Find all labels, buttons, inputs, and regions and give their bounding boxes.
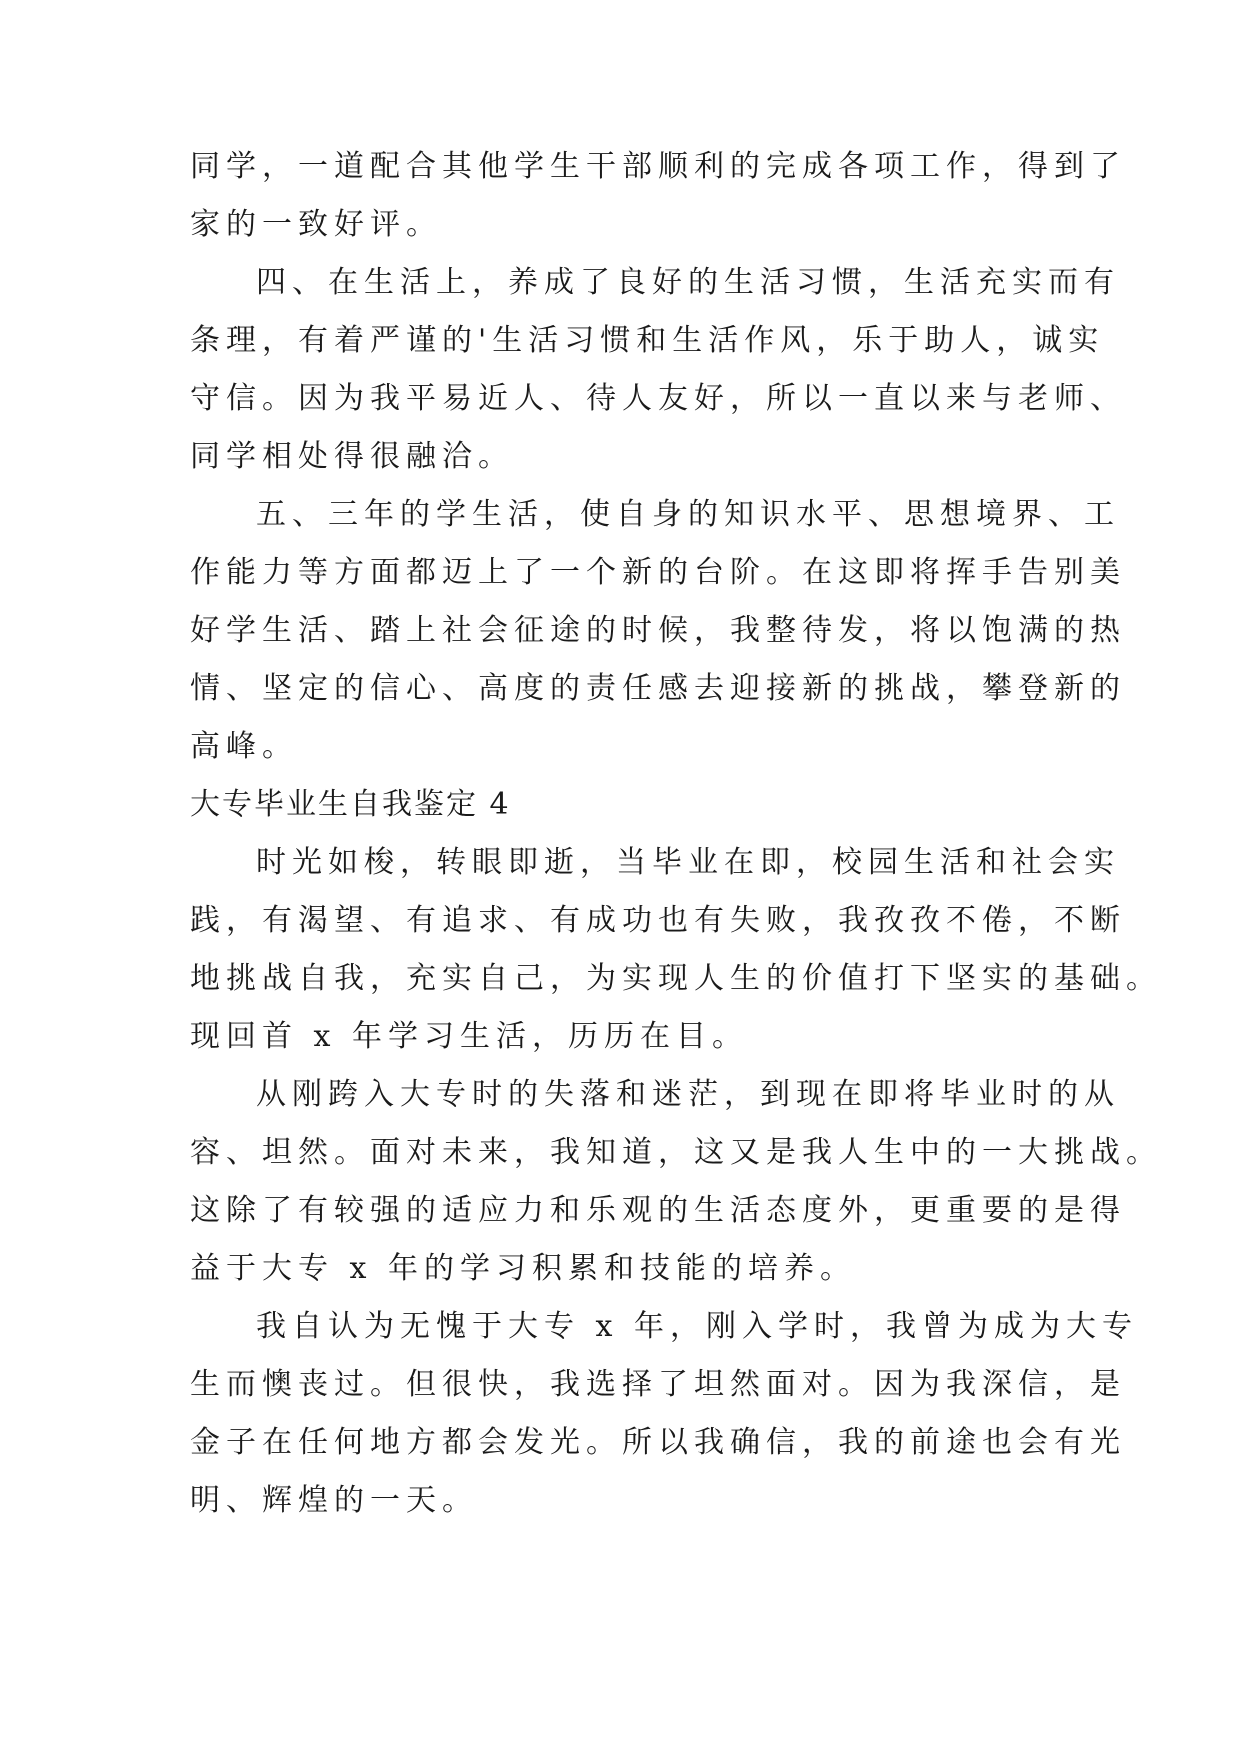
- paragraph-start-line: 时光如梭，转眼即逝，当毕业在即，校园生活和社会实: [256, 845, 1120, 880]
- text-line: 高峰。: [190, 729, 298, 764]
- paragraph-start-line: 我自认为无愧于大专 x 年，刚入学时，我曾为成为大专: [256, 1309, 1138, 1344]
- text-line: 金子在任何地方都会发光。所以我确信，我的前途也会有光: [190, 1425, 1126, 1460]
- text-line: 明、辉煌的一天。: [190, 1483, 478, 1518]
- text-line: 好学生活、踏上社会征途的时候，我整待发，将以饱满的热: [190, 613, 1126, 648]
- text-line: 容、坦然。面对未来，我知道，这又是我人生中的一大挑战。: [190, 1135, 1162, 1170]
- section-heading: 大专毕业生自我鉴定 4: [190, 787, 511, 822]
- text-line: 条理，有着严谨的'生活习惯和生活作风，乐于助人，诚实: [190, 323, 1105, 358]
- text-line: 作能力等方面都迈上了一个新的台阶。在这即将挥手告别美: [190, 555, 1126, 590]
- text-line: 情、坚定的信心、高度的责任感去迎接新的挑战，攀登新的: [190, 671, 1126, 706]
- paragraph-start-line: 五、三年的学生活，使自身的知识水平、思想境界、工: [256, 497, 1120, 532]
- text-line: 生而懊丧过。但很快，我选择了坦然面对。因为我深信，是: [190, 1367, 1126, 1402]
- text-line: 益于大专 x 年的学习积累和技能的培养。: [190, 1251, 856, 1286]
- text-line: 家的一致好评。: [190, 207, 442, 242]
- text-line: 守信。因为我平易近人、待人友好，所以一直以来与老师、: [190, 381, 1126, 416]
- text-line: 地挑战自我，充实自己，为实现人生的价值打下坚实的基础。: [190, 961, 1162, 996]
- text-line: 同学相处得很融洽。: [190, 439, 514, 474]
- text-line: 这除了有较强的适应力和乐观的生活态度外，更重要的是得: [190, 1193, 1126, 1228]
- paragraph-start-line: 四、在生活上，养成了良好的生活习惯，生活充实而有: [256, 265, 1120, 300]
- text-line: 践，有渴望、有追求、有成功也有失败，我孜孜不倦，不断: [190, 903, 1126, 938]
- text-line: 同学，一道配合其他学生干部顺利的完成各项工作，得到了: [190, 149, 1126, 184]
- paragraph-start-line: 从刚跨入大专时的失落和迷茫，到现在即将毕业时的从: [256, 1077, 1120, 1112]
- text-line: 现回首 x 年学习生活，历历在目。: [190, 1019, 748, 1054]
